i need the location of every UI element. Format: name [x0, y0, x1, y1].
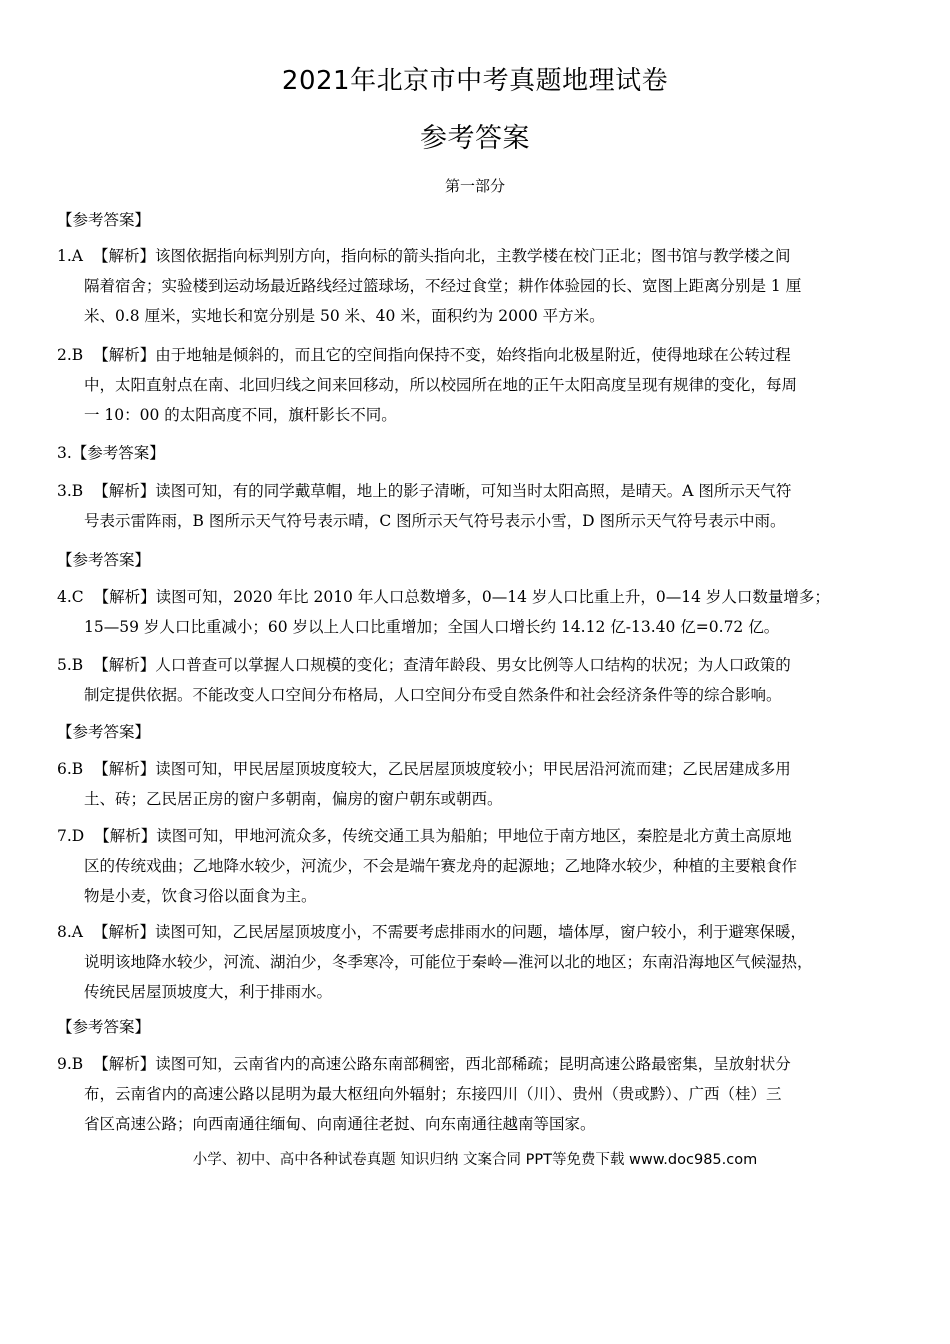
answer-item-4 [57, 582, 897, 642]
answer-text-line: 制定提供依据。不能改变人口空间分布格局，人口空间分布受自然条件和社会经济条件等的综合影响。 [84, 686, 782, 704]
page-footer: 小学、初中、高中各种试卷真题 知识归纳 文案合同 PPT等免费下载 www.doc985.com [192, 1152, 758, 1168]
answer-text-line: 物是小麦，饮食习俗以面食为主。 [84, 887, 317, 905]
analysis-tag: 【解析】 [94, 827, 157, 845]
part-label: 第一部分 [444, 177, 505, 195]
answer-text-line: 读图可知，甲地河流众多，传统交通工具为船舶；甲地位于南方地区，秦腔是北方黄土高原地 [156, 827, 792, 845]
answer-number: 5.B [57, 656, 84, 674]
section-heading: 【参考答案】 [57, 551, 151, 569]
answer-number: 2.B [57, 346, 84, 364]
analysis-tag: 【解析】 [93, 1055, 156, 1073]
answer-item-8 [57, 917, 897, 1007]
analysis-tag: 【解析】 [93, 588, 156, 606]
analysis-tag: 【解析】 [93, 346, 156, 364]
section-heading: 3.【参考答案】 [57, 444, 165, 462]
section-heading: 【参考答案】 [57, 211, 151, 229]
answer-text-line: 读图可知，甲民居屋顶坡度较大，乙民居屋顶坡度较小；甲民居沿河流而建；乙民居建成多用 [155, 760, 791, 778]
analysis-tag: 【解析】 [93, 760, 156, 778]
analysis-tag: 【解析】 [93, 247, 156, 265]
answer-text-line: 一 10：00 的太阳高度不同，旗杆影长不同。 [84, 406, 397, 424]
answer-text-line: 中，太阳直射点在南、北回归线之间来回移动，所以校园所在地的正午太阳高度呈现有规律的变化，每周 [84, 376, 798, 394]
answer-text-line: 省区高速公路；向西南通往缅甸、向南通往老挝、向东南通往越南等国家。 [84, 1115, 596, 1133]
answer-text-line: 说明该地降水较少，河流、湖泊少，冬季寒冷，可能位于秦岭—淮河以北的地区；东南沿海地区气候湿热， [84, 953, 813, 971]
answer-text-line: 读图可知，有的同学戴草帽，地上的影子清晰，可知当时太阳高照，是晴天。A 图所示天气符 [155, 482, 792, 500]
answer-number: 4.C [57, 588, 84, 606]
answer-number: 1.A [57, 247, 83, 265]
answer-text-line: 读图可知，云南省内的高速公路东南部稠密，西北部稀疏；昆明高速公路最密集，呈放射状分 [155, 1055, 791, 1073]
answer-text-line: 隔着宿舍；实验楼到运动场最近路线经过篮球场，不经过食堂；耕作体验园的长、宽图上距离分别是 1 厘 [84, 277, 802, 295]
answer-number: 8.A [57, 923, 83, 941]
document-subtitle: 参考答案 [420, 123, 530, 154]
answer-text-line: 该图依据指向标判别方向，指向标的箭头指向北，主教学楼在校门正北；图书馆与教学楼之间 [155, 247, 791, 265]
analysis-tag: 【解析】 [93, 656, 156, 674]
answer-item-1 [57, 241, 897, 331]
section-heading: 【参考答案】 [57, 1018, 151, 1036]
answer-text-line: 读图可知，乙民居屋顶坡度小，不需要考虑排雨水的问题，墙体厚，窗户较小，利于避寒保暖， [155, 923, 807, 941]
answer-text-line: 号表示雷阵雨，B 图所示天气符号表示晴，C 图所示天气符号表示小雪，D 图所示天气符号表示中雨。 [84, 512, 786, 530]
answer-text-line: 土、砖；乙民居正房的窗户多朝南，偏房的窗户朝东或朝西。 [84, 790, 503, 808]
answer-text-line: 由于地轴是倾斜的，而且它的空间指向保持不变，始终指向北极星附近，使得地球在公转过程 [155, 346, 791, 364]
answer-text-line: 米、0.8 厘米，实地长和宽分别是 50 米、40 米，面积约为 2000 平方米。 [84, 307, 605, 325]
answer-number: 6.B [57, 760, 84, 778]
section-heading: 【参考答案】 [57, 723, 151, 741]
answer-number: 3.B [57, 482, 84, 500]
answer-number: 9.B [57, 1055, 84, 1073]
answer-item-3 [57, 476, 897, 536]
answer-text-line: 读图可知，2020 年比 2010 年人口总数增多，0—14 岁人口比重上升，0—14 岁人口数量增多； [155, 588, 830, 606]
document-title: 2021年北京市中考真题地理试卷 [281, 66, 669, 96]
answer-text-line: 布，云南省内的高速公路以昆明为最大枢纽向外辐射；东接四川（川）、贵州（贵或黔）、广西（桂）三 [84, 1085, 782, 1103]
answer-item-9 [57, 1049, 897, 1139]
answer-text-line: 传统民居屋顶坡度大，利于排雨水。 [84, 983, 333, 1001]
answer-text-line: 人口普查可以掌握人口规模的变化；查清年龄段、男女比例等人口结构的状况；为人口政策的 [155, 656, 791, 674]
answer-text-line: 15—59 岁人口比重减小；60 岁以上人口比重增加；全国人口增长约 14.12 亿-13.40 亿=0.72 亿。 [84, 618, 780, 636]
answer-number: 7.D [57, 827, 85, 845]
answer-text-line: 区的传统戏曲；乙地降水较少，河流少，不会是端午赛龙舟的起源地；乙地降水较少，种植的主要粮食作 [84, 857, 798, 875]
answer-item-6 [57, 754, 897, 814]
answer-item-7 [57, 821, 897, 911]
analysis-tag: 【解析】 [93, 923, 156, 941]
analysis-tag: 【解析】 [93, 482, 156, 500]
answer-item-5 [57, 650, 897, 710]
answer-item-2 [57, 340, 897, 430]
